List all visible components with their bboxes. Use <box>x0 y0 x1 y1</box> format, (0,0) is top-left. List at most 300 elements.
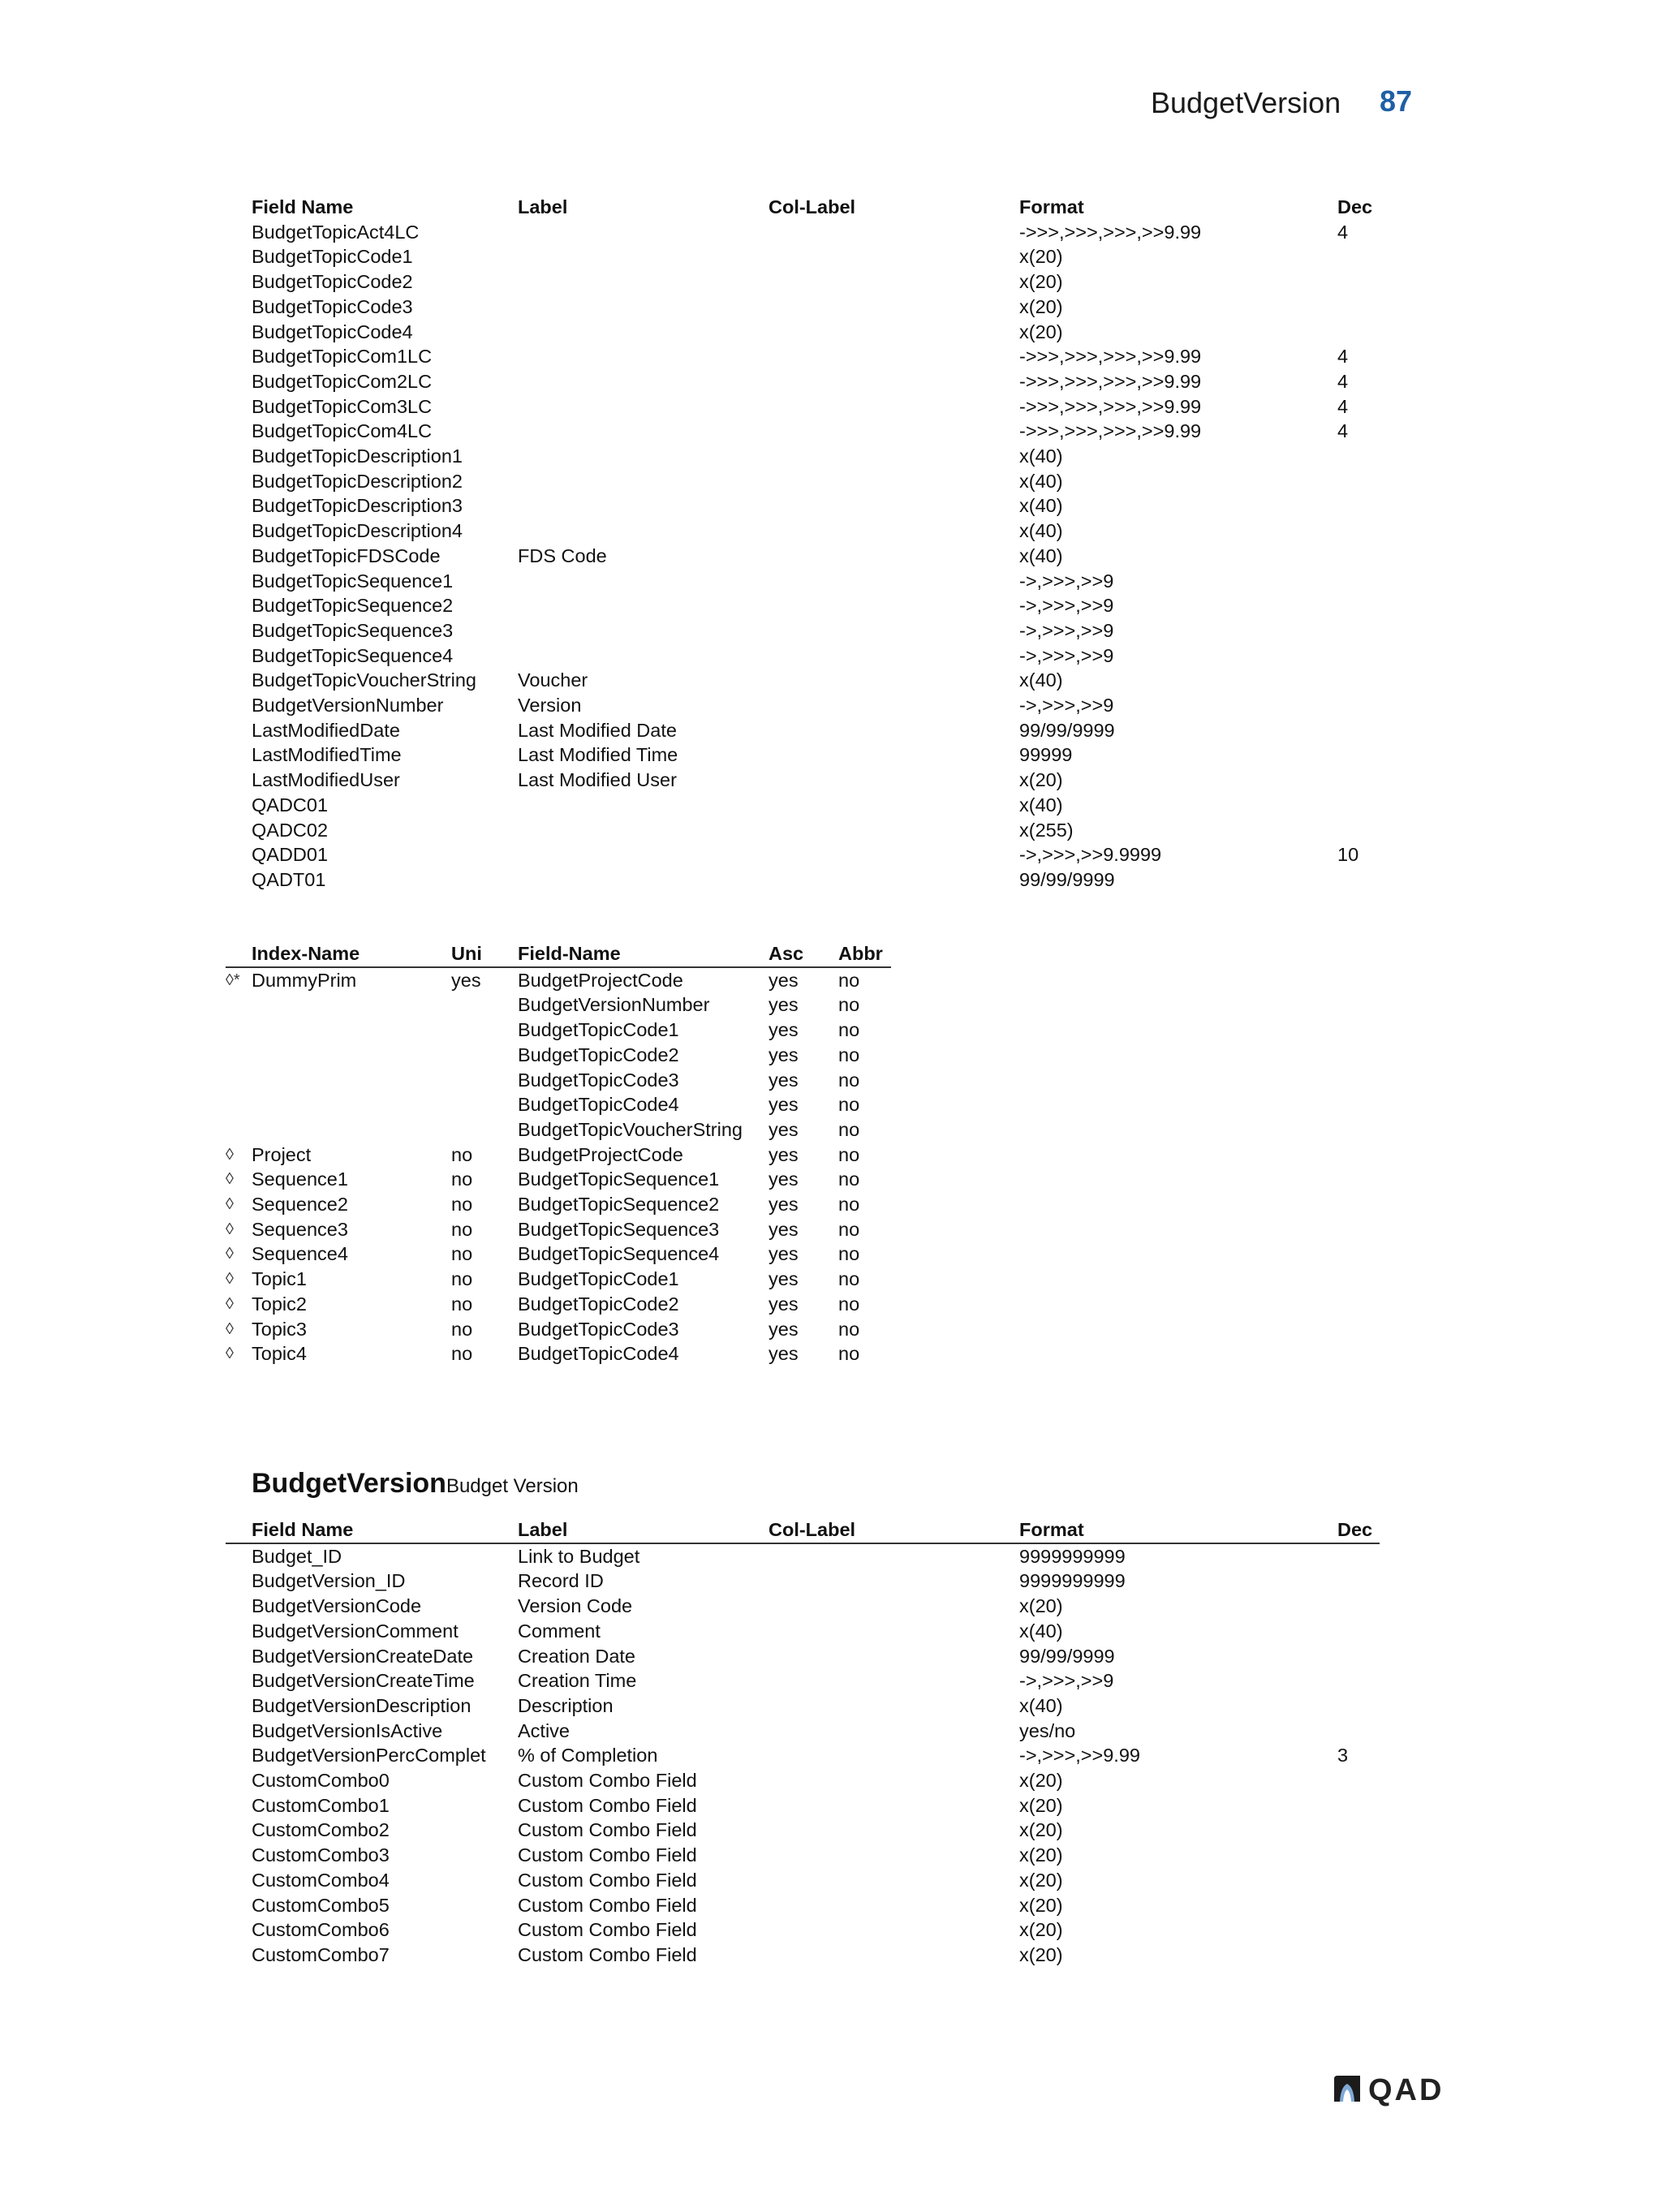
field-row <box>226 1818 1380 1843</box>
field-name: BudgetTopicCode2 <box>252 271 413 293</box>
index-name: Sequence2 <box>252 1194 348 1216</box>
index-name: Topic2 <box>252 1293 307 1315</box>
section-table-name: BudgetVersion <box>252 1468 446 1499</box>
field-table-1 <box>226 195 1380 893</box>
col-header-col-label: Col-Label <box>769 196 856 217</box>
row-spacer <box>226 444 252 469</box>
field-label <box>518 493 769 519</box>
field-name: BudgetTopicCode1 <box>252 246 413 268</box>
index-row <box>226 1292 891 1317</box>
field-row <box>226 344 1380 369</box>
field-name: BudgetVersionPercComplet <box>252 1745 486 1767</box>
field-format: x(255) <box>1019 819 1074 841</box>
index-marker: ◊ <box>226 1195 234 1214</box>
row-spacer <box>226 793 252 818</box>
field-row <box>226 618 1380 643</box>
field-format: x(40) <box>1019 544 1063 566</box>
index-row <box>226 1143 891 1168</box>
field-format: x(40) <box>1019 495 1063 517</box>
index-row <box>226 1192 891 1217</box>
field-label <box>518 818 769 843</box>
field-col-label <box>769 668 1019 693</box>
index-ascending: yes <box>769 1019 799 1041</box>
field-row <box>226 718 1380 743</box>
index-marker: ◊ <box>226 1170 234 1189</box>
field-col-label <box>769 1594 1019 1619</box>
index-field-name: BudgetTopicCode1 <box>518 1019 679 1041</box>
field-col-label <box>769 1668 1019 1693</box>
field-format: x(20) <box>1019 1794 1063 1816</box>
index-table <box>226 941 891 1366</box>
index-row <box>226 1317 891 1342</box>
section-table-description: Budget Version <box>446 1475 579 1497</box>
field-dec: 10 <box>1337 844 1359 866</box>
field-label <box>518 344 769 369</box>
field-row <box>226 1569 1380 1594</box>
row-spacer <box>226 593 252 618</box>
field-dec <box>1337 1693 1380 1719</box>
field-format: x(20) <box>1019 246 1063 268</box>
index-name <box>252 1018 451 1043</box>
row-spacer <box>226 394 252 420</box>
field-row <box>226 1768 1380 1793</box>
index-row <box>226 1217 891 1242</box>
index-ascending: yes <box>769 1094 799 1116</box>
field-col-label <box>769 1793 1019 1818</box>
field-row <box>226 493 1380 519</box>
index-marker <box>226 1068 252 1093</box>
field-table-header <box>226 195 1380 220</box>
field-label <box>518 244 769 269</box>
field-dec <box>1337 1644 1380 1669</box>
field-label: Version Code <box>518 1595 633 1617</box>
field-name: QADC02 <box>252 819 329 841</box>
field-label <box>518 643 769 669</box>
field-label: Custom Combo Field <box>518 1869 697 1891</box>
col-header-dec: Dec <box>1337 196 1373 217</box>
index-name <box>252 1092 451 1117</box>
field-format: x(20) <box>1019 321 1063 342</box>
field-name: BudgetVersion_ID <box>252 1570 406 1592</box>
row-spacer <box>226 1768 252 1793</box>
field-label <box>518 220 769 245</box>
index-abbreviated: no <box>838 1318 860 1340</box>
index-field-name: BudgetTopicCode3 <box>518 1318 679 1340</box>
row-spacer <box>226 1693 252 1719</box>
field-row <box>226 1619 1380 1644</box>
row-spacer <box>226 742 252 768</box>
index-field-name: BudgetTopicCode2 <box>518 1293 679 1315</box>
index-field-name: BudgetTopicCode3 <box>518 1069 679 1091</box>
field-label: Last Modified User <box>518 769 677 791</box>
field-col-label <box>769 493 1019 519</box>
col-header-dec: Dec <box>1337 1517 1380 1543</box>
field-row <box>226 768 1380 793</box>
field-format: x(20) <box>1019 1894 1063 1916</box>
field-col-label <box>769 1719 1019 1744</box>
field-col-label <box>769 569 1019 594</box>
page-header-title: BudgetVersion <box>1151 86 1341 119</box>
field-name: LastModifiedUser <box>252 769 400 791</box>
field-row <box>226 544 1380 569</box>
row-spacer <box>226 369 252 394</box>
field-label <box>518 569 769 594</box>
field-name: Budget_ID <box>252 1545 342 1567</box>
index-marker: ◊ <box>226 1294 234 1313</box>
row-spacer <box>226 768 252 793</box>
index-abbreviated: no <box>838 969 860 991</box>
field-format: 99999 <box>1019 744 1073 766</box>
field-dec <box>1337 643 1380 669</box>
row-spacer <box>226 493 252 519</box>
field-format: x(40) <box>1019 445 1063 467</box>
field-format: x(40) <box>1019 470 1063 492</box>
field-format: ->,>>>,>>9 <box>1019 595 1114 617</box>
field-format: ->,>>>,>>9 <box>1019 644 1114 666</box>
field-label <box>518 842 769 867</box>
field-row <box>226 320 1380 345</box>
field-row <box>226 220 1380 245</box>
field-dec: 4 <box>1337 346 1349 368</box>
index-row <box>226 1267 891 1292</box>
index-marker <box>226 992 252 1018</box>
field-label: Active <box>518 1719 570 1741</box>
field-row <box>226 1644 1380 1669</box>
field-row <box>226 1594 1380 1619</box>
field-name: CustomCombo0 <box>252 1770 390 1792</box>
index-ascending: yes <box>769 1168 799 1190</box>
field-dec: 4 <box>1337 395 1349 417</box>
field-label: Record ID <box>518 1570 604 1592</box>
field-row <box>226 244 1380 269</box>
index-name: Sequence1 <box>252 1168 348 1190</box>
row-spacer <box>226 320 252 345</box>
index-unique: yes <box>451 969 481 991</box>
index-unique: no <box>451 1293 473 1315</box>
row-spacer <box>226 1868 252 1893</box>
field-name: CustomCombo3 <box>252 1844 390 1866</box>
index-ascending: yes <box>769 969 799 991</box>
field-label: Custom Combo Field <box>518 1894 697 1916</box>
field-label: Creation Date <box>518 1645 635 1667</box>
index-marker <box>226 1043 252 1068</box>
field-row <box>226 444 1380 469</box>
field-name: QADT01 <box>252 868 326 890</box>
field-label <box>518 793 769 818</box>
index-name: Topic1 <box>252 1268 307 1290</box>
field-col-label <box>769 593 1019 618</box>
field-format: ->>>,>>>,>>>,>>9.99 <box>1019 221 1202 243</box>
index-marker: ◊ <box>226 1319 234 1338</box>
field-label: Custom Combo Field <box>518 1770 697 1792</box>
index-abbreviated: no <box>838 1343 860 1365</box>
field-col-label <box>769 369 1019 394</box>
index-field-name: BudgetTopicSequence1 <box>518 1168 720 1190</box>
field-row <box>226 643 1380 669</box>
field-row <box>226 593 1380 618</box>
index-field-name: BudgetTopicSequence2 <box>518 1194 720 1216</box>
index-marker: ◊ <box>226 1270 234 1289</box>
field-name: BudgetTopicDescription4 <box>252 520 463 542</box>
row-spacer <box>226 519 252 544</box>
field-dec <box>1337 742 1380 768</box>
index-row <box>226 1341 891 1366</box>
field-name: CustomCombo1 <box>252 1794 390 1816</box>
row-spacer <box>226 693 252 718</box>
field-name: BudgetTopicDescription2 <box>252 470 463 492</box>
field-col-label <box>769 1768 1019 1793</box>
index-field-name: BudgetTopicCode4 <box>518 1094 679 1116</box>
row-spacer <box>226 269 252 295</box>
field-format: 99/99/9999 <box>1019 868 1115 890</box>
field-name: BudgetTopicSequence4 <box>252 644 454 666</box>
field-row <box>226 742 1380 768</box>
field-label: Custom Combo Field <box>518 1819 697 1841</box>
field-format: ->,>>>,>>9 <box>1019 1670 1114 1692</box>
field-label <box>518 519 769 544</box>
index-marker <box>226 1117 252 1143</box>
field-format: ->,>>>,>>9.99 <box>1019 1745 1140 1767</box>
field-format: x(40) <box>1019 1694 1063 1716</box>
field-name: CustomCombo7 <box>252 1943 390 1965</box>
field-col-label <box>769 220 1019 245</box>
index-abbreviated: no <box>838 1118 860 1140</box>
field-dec <box>1337 818 1380 843</box>
field-col-label <box>769 1644 1019 1669</box>
index-ascending: yes <box>769 1343 799 1365</box>
field-row <box>226 1693 1380 1719</box>
field-name: BudgetTopicCom4LC <box>252 420 433 442</box>
field-dec <box>1337 693 1380 718</box>
index-field-name: BudgetTopicSequence3 <box>518 1218 720 1240</box>
index-marker: ◊* <box>226 970 240 989</box>
field-name: CustomCombo6 <box>252 1919 390 1941</box>
field-dec: 4 <box>1337 420 1349 442</box>
col-header-field-name: Field-Name <box>518 941 769 967</box>
field-dec <box>1337 768 1380 793</box>
field-format: ->>>,>>>,>>>,>>9.99 <box>1019 346 1202 368</box>
col-header-uni: Uni <box>451 941 518 967</box>
row-spacer <box>226 1719 252 1744</box>
field-dec <box>1337 1843 1380 1868</box>
field-name: CustomCombo2 <box>252 1819 390 1841</box>
row-spacer <box>226 244 252 269</box>
field-col-label <box>769 469 1019 494</box>
section-heading <box>252 1468 579 1500</box>
field-name: BudgetVersionNumber <box>252 695 444 717</box>
index-ascending: yes <box>769 1218 799 1240</box>
field-row <box>226 369 1380 394</box>
field-format: 99/99/9999 <box>1019 1645 1115 1667</box>
field-col-label <box>769 1693 1019 1719</box>
index-marker: ◊ <box>226 1345 234 1363</box>
field-row <box>226 519 1380 544</box>
field-format: 9999999999 <box>1019 1545 1126 1567</box>
field-row <box>226 419 1380 444</box>
field-dec <box>1337 793 1380 818</box>
field-format: yes/no <box>1019 1719 1076 1741</box>
field-format: ->>>,>>>,>>>,>>9.99 <box>1019 395 1202 417</box>
field-col-label <box>769 544 1019 569</box>
field-format: 99/99/9999 <box>1019 719 1115 741</box>
field-name: QADD01 <box>252 844 329 866</box>
row-spacer <box>226 344 252 369</box>
index-abbreviated: no <box>838 1268 860 1290</box>
field-dec <box>1337 1917 1380 1943</box>
field-row <box>226 1917 1380 1943</box>
index-name: Sequence3 <box>252 1218 348 1240</box>
row-spacer <box>226 419 252 444</box>
field-dec <box>1337 1569 1380 1594</box>
field-row <box>226 1668 1380 1693</box>
field-dec <box>1337 618 1380 643</box>
row-spacer <box>226 1619 252 1644</box>
field-format: ->>>,>>>,>>>,>>9.99 <box>1019 370 1202 392</box>
field-label <box>518 320 769 345</box>
field-name: BudgetVersionCreateDate <box>252 1645 474 1667</box>
row-spacer <box>226 469 252 494</box>
field-format: x(20) <box>1019 1595 1063 1617</box>
field-col-label <box>769 269 1019 295</box>
field-format: 9999999999 <box>1019 1570 1126 1592</box>
field-dec <box>1337 1868 1380 1893</box>
field-format: ->,>>>,>>9 <box>1019 619 1114 641</box>
row-spacer <box>226 1893 252 1918</box>
field-format: x(20) <box>1019 1943 1063 1965</box>
index-row <box>226 992 891 1018</box>
field-col-label <box>769 1843 1019 1868</box>
col-header-abbr: Abbr <box>838 941 891 967</box>
field-dec <box>1337 1594 1380 1619</box>
field-format: x(20) <box>1019 1869 1063 1891</box>
field-dec <box>1337 1893 1380 1918</box>
col-header-index-name: Index-Name <box>252 941 451 967</box>
col-header-label: Label <box>518 1517 769 1543</box>
row-spacer <box>226 1743 252 1768</box>
field-col-label <box>769 1893 1019 1918</box>
page-number: 87 <box>1380 84 1413 118</box>
row-spacer <box>226 544 252 569</box>
field-name: BudgetTopicAct4LC <box>252 221 420 243</box>
row-spacer <box>226 220 252 245</box>
row-spacer <box>226 1668 252 1693</box>
field-row <box>226 793 1380 818</box>
field-col-label <box>769 742 1019 768</box>
field-label: Custom Combo Field <box>518 1919 697 1941</box>
field-col-label <box>769 1743 1019 1768</box>
field-format: ->,>>>,>>9 <box>1019 695 1114 717</box>
row-spacer <box>226 1917 252 1943</box>
field-name: BudgetTopicFDSCode <box>252 544 441 566</box>
field-label <box>518 419 769 444</box>
index-ascending: yes <box>769 1044 799 1065</box>
index-ascending: yes <box>769 1118 799 1140</box>
qad-logo-text: QAD <box>1368 2073 1445 2107</box>
field-col-label <box>769 295 1019 320</box>
row-spacer <box>226 668 252 693</box>
field-dec <box>1337 1818 1380 1843</box>
field-name: QADC01 <box>252 794 329 816</box>
row-spacer <box>226 718 252 743</box>
field-col-label <box>769 244 1019 269</box>
field-name: BudgetVersionDescription <box>252 1694 471 1716</box>
field-label: Description <box>518 1694 614 1716</box>
field-col-label <box>769 344 1019 369</box>
field-dec: 3 <box>1337 1745 1349 1767</box>
field-dec <box>1337 320 1380 345</box>
index-unique <box>451 992 518 1018</box>
row-spacer <box>226 1594 252 1619</box>
index-abbreviated: no <box>838 1143 860 1165</box>
field-label: Custom Combo Field <box>518 1844 697 1866</box>
index-abbreviated: no <box>838 1194 860 1216</box>
field-dec <box>1337 269 1380 295</box>
field-dec <box>1337 1943 1380 1968</box>
row-spacer <box>226 1943 252 1968</box>
index-name <box>252 992 451 1018</box>
index-ascending: yes <box>769 1243 799 1265</box>
field-row <box>226 1868 1380 1893</box>
index-abbreviated: no <box>838 1293 860 1315</box>
row-spacer <box>226 1818 252 1843</box>
field-row <box>226 1943 1380 1968</box>
index-name: Sequence4 <box>252 1243 348 1265</box>
field-name: BudgetTopicCode4 <box>252 321 413 342</box>
field-dec <box>1337 519 1380 544</box>
field-row <box>226 1743 1380 1768</box>
field-label <box>518 295 769 320</box>
field-name: BudgetTopicSequence1 <box>252 570 454 592</box>
col-header-format: Format <box>1019 1517 1337 1543</box>
index-table-header <box>226 941 891 967</box>
field-col-label <box>769 818 1019 843</box>
field-format: ->,>>>,>>9 <box>1019 570 1114 592</box>
field-row <box>226 1843 1380 1868</box>
index-name: Topic4 <box>252 1343 307 1365</box>
row-spacer <box>226 1569 252 1594</box>
field-row <box>226 818 1380 843</box>
field-row <box>226 295 1380 320</box>
field-col-label <box>769 1868 1019 1893</box>
field-col-label <box>769 693 1019 718</box>
field-format: x(40) <box>1019 669 1063 691</box>
index-unique: no <box>451 1218 473 1240</box>
field-name: BudgetTopicDescription1 <box>252 445 463 467</box>
row-spacer <box>226 643 252 669</box>
qad-logo <box>1331 2073 1444 2108</box>
index-unique: no <box>451 1168 473 1190</box>
index-field-name: BudgetTopicSequence4 <box>518 1243 720 1265</box>
index-abbreviated: no <box>838 1019 860 1041</box>
field-row <box>226 668 1380 693</box>
field-col-label <box>769 643 1019 669</box>
index-abbreviated: no <box>838 1243 860 1265</box>
index-marker <box>226 1092 252 1117</box>
field-name: LastModifiedDate <box>252 719 400 741</box>
field-name: CustomCombo5 <box>252 1894 390 1916</box>
index-field-name: BudgetProjectCode <box>518 1143 683 1165</box>
col-header-field-name: Field Name <box>252 1517 518 1543</box>
index-row <box>226 967 891 993</box>
index-abbreviated: no <box>838 994 860 1016</box>
index-unique: no <box>451 1268 473 1290</box>
field-row <box>226 269 1380 295</box>
index-abbreviated: no <box>838 1094 860 1116</box>
field-name: BudgetVersionIsActive <box>252 1719 443 1741</box>
field-col-label <box>769 618 1019 643</box>
field-name: BudgetVersionCreateTime <box>252 1670 475 1692</box>
field-label: Voucher <box>518 669 588 691</box>
